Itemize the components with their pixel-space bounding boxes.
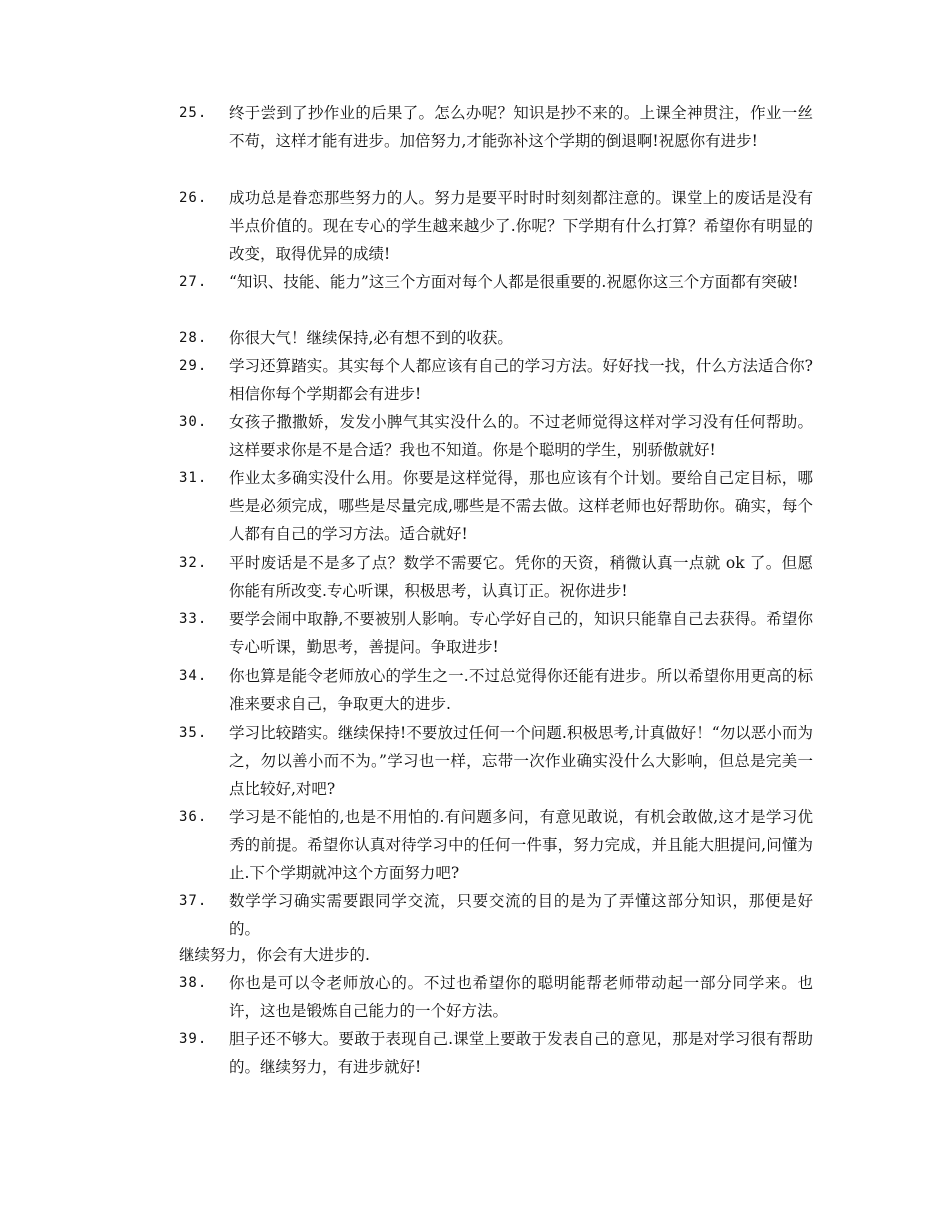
item-text: 要学会闹中取静,不要被别人影响。专心学好自己的，知识只能靠自己去获得。希望你专心听课，勤思考，善提问。争取进步! bbox=[229, 610, 813, 656]
item-number: 37. bbox=[179, 893, 208, 909]
item-number: 28. bbox=[179, 330, 208, 346]
item-text: 胆子还不够大。要敢于表现自己.课堂上要敢于发表自己的意见，那是对学习很有帮助的。继续努力，有进步就好! bbox=[229, 1030, 813, 1076]
item-number: 34. bbox=[179, 668, 208, 684]
item-text: 成功总是眷恋那些努力的人。努力是要平时时时刻刻都注意的。课堂上的废话是没有半点价值的。现在专心的学生越来越少了.你呢？下学期有什么打算？希望你有明显的改变，取得优异的成绩! bbox=[229, 189, 813, 263]
item-number: 32. bbox=[179, 555, 208, 571]
item-text: “知识、技能、能力”这三个方面对每个人都是很重要的.祝愿你这三个方面都有突破! bbox=[229, 273, 799, 291]
item-number: 39. bbox=[179, 1031, 208, 1047]
item-number: 26. bbox=[179, 190, 208, 206]
item-number: 33. bbox=[179, 611, 208, 627]
item-text: 女孩子撒撒娇，发发小脾气其实没什么的。不过老师觉得这样对学习没有任何帮助。这样要求你是不是合适？我也不知道。你是个聪明的学生，别骄傲就好! bbox=[229, 413, 813, 459]
item-number: 27. bbox=[179, 274, 208, 290]
item-number: 38. bbox=[179, 975, 208, 991]
item-number: 31. bbox=[179, 470, 208, 486]
item-text: 数学学习确实需要跟同学交流，只要交流的目的是为了弄懂这部分知识，那便是好的。 bbox=[229, 892, 813, 938]
item-number: 36. bbox=[179, 809, 208, 825]
item-number: 29. bbox=[179, 358, 208, 374]
closing-line: 继续努力，你会有大进步的. bbox=[179, 946, 370, 964]
item-number: 35. bbox=[179, 725, 208, 741]
item-text: 你也算是能令老师放心的学生之一.不过总觉得你还能有进步。所以希望你用更高的标准来要求自己，争取更大的进步. bbox=[229, 667, 813, 713]
item-text: 学习是不能怕的,也是不用怕的.有问题多问，有意见敢说，有机会敢做,这才是学习优秀的前提。希望你认真对待学习中的任何一件事，努力完成，并且能大胆提问,问懂为止.下个学期就冲这个方面努力吧? bbox=[229, 808, 813, 882]
item-text: 你也是可以令老师放心的。不过也希望你的聪明能帮老师带动起一部分同学来。也许，这也是锻炼自己能力的一个好方法。 bbox=[229, 974, 813, 1020]
item-text: 你很大气！继续保持,必有想不到的收获。 bbox=[229, 329, 513, 347]
item-number: 25. bbox=[179, 105, 208, 121]
item-number: 30. bbox=[179, 414, 208, 430]
item-text: 学习比较踏实。继续保持!不要放过任何一个问题.积极思考,计真做好！“勿以恶小而为之，勿以善小而不为。”学习也一样，忘带一次作业确实没什么大影响，但总是完美一点比较好,对吧? bbox=[229, 724, 813, 798]
item-text: 作业太多确实没什么用。你要是这样觉得，那也应该有个计划。要给自己定目标，哪些是必须完成，哪些是尽量完成,哪些是不需去做。这样老师也好帮助你。确实，每个人都有自己的学习方法。适合就好! bbox=[229, 469, 813, 543]
item-text: 平时废话是不是多了点？数学不需要它。凭你的天资，稍微认真一点就 ok 了。但愿你能有所改变.专心听课，积极思考，认真订正。祝你进步! bbox=[229, 554, 813, 600]
item-text: 终于尝到了抄作业的后果了。怎么办呢？知识是抄不来的。上课全神贯注，作业一丝不苟，这样才能有进步。加倍努力,才能弥补这个学期的倒退啊!祝愿你有进步! bbox=[229, 104, 813, 150]
item-text: 学习还算踏实。其实每个人都应该有自己的学习方法。好好找一找，什么方法适合你?相信你每个学期都会有进步! bbox=[229, 357, 813, 403]
